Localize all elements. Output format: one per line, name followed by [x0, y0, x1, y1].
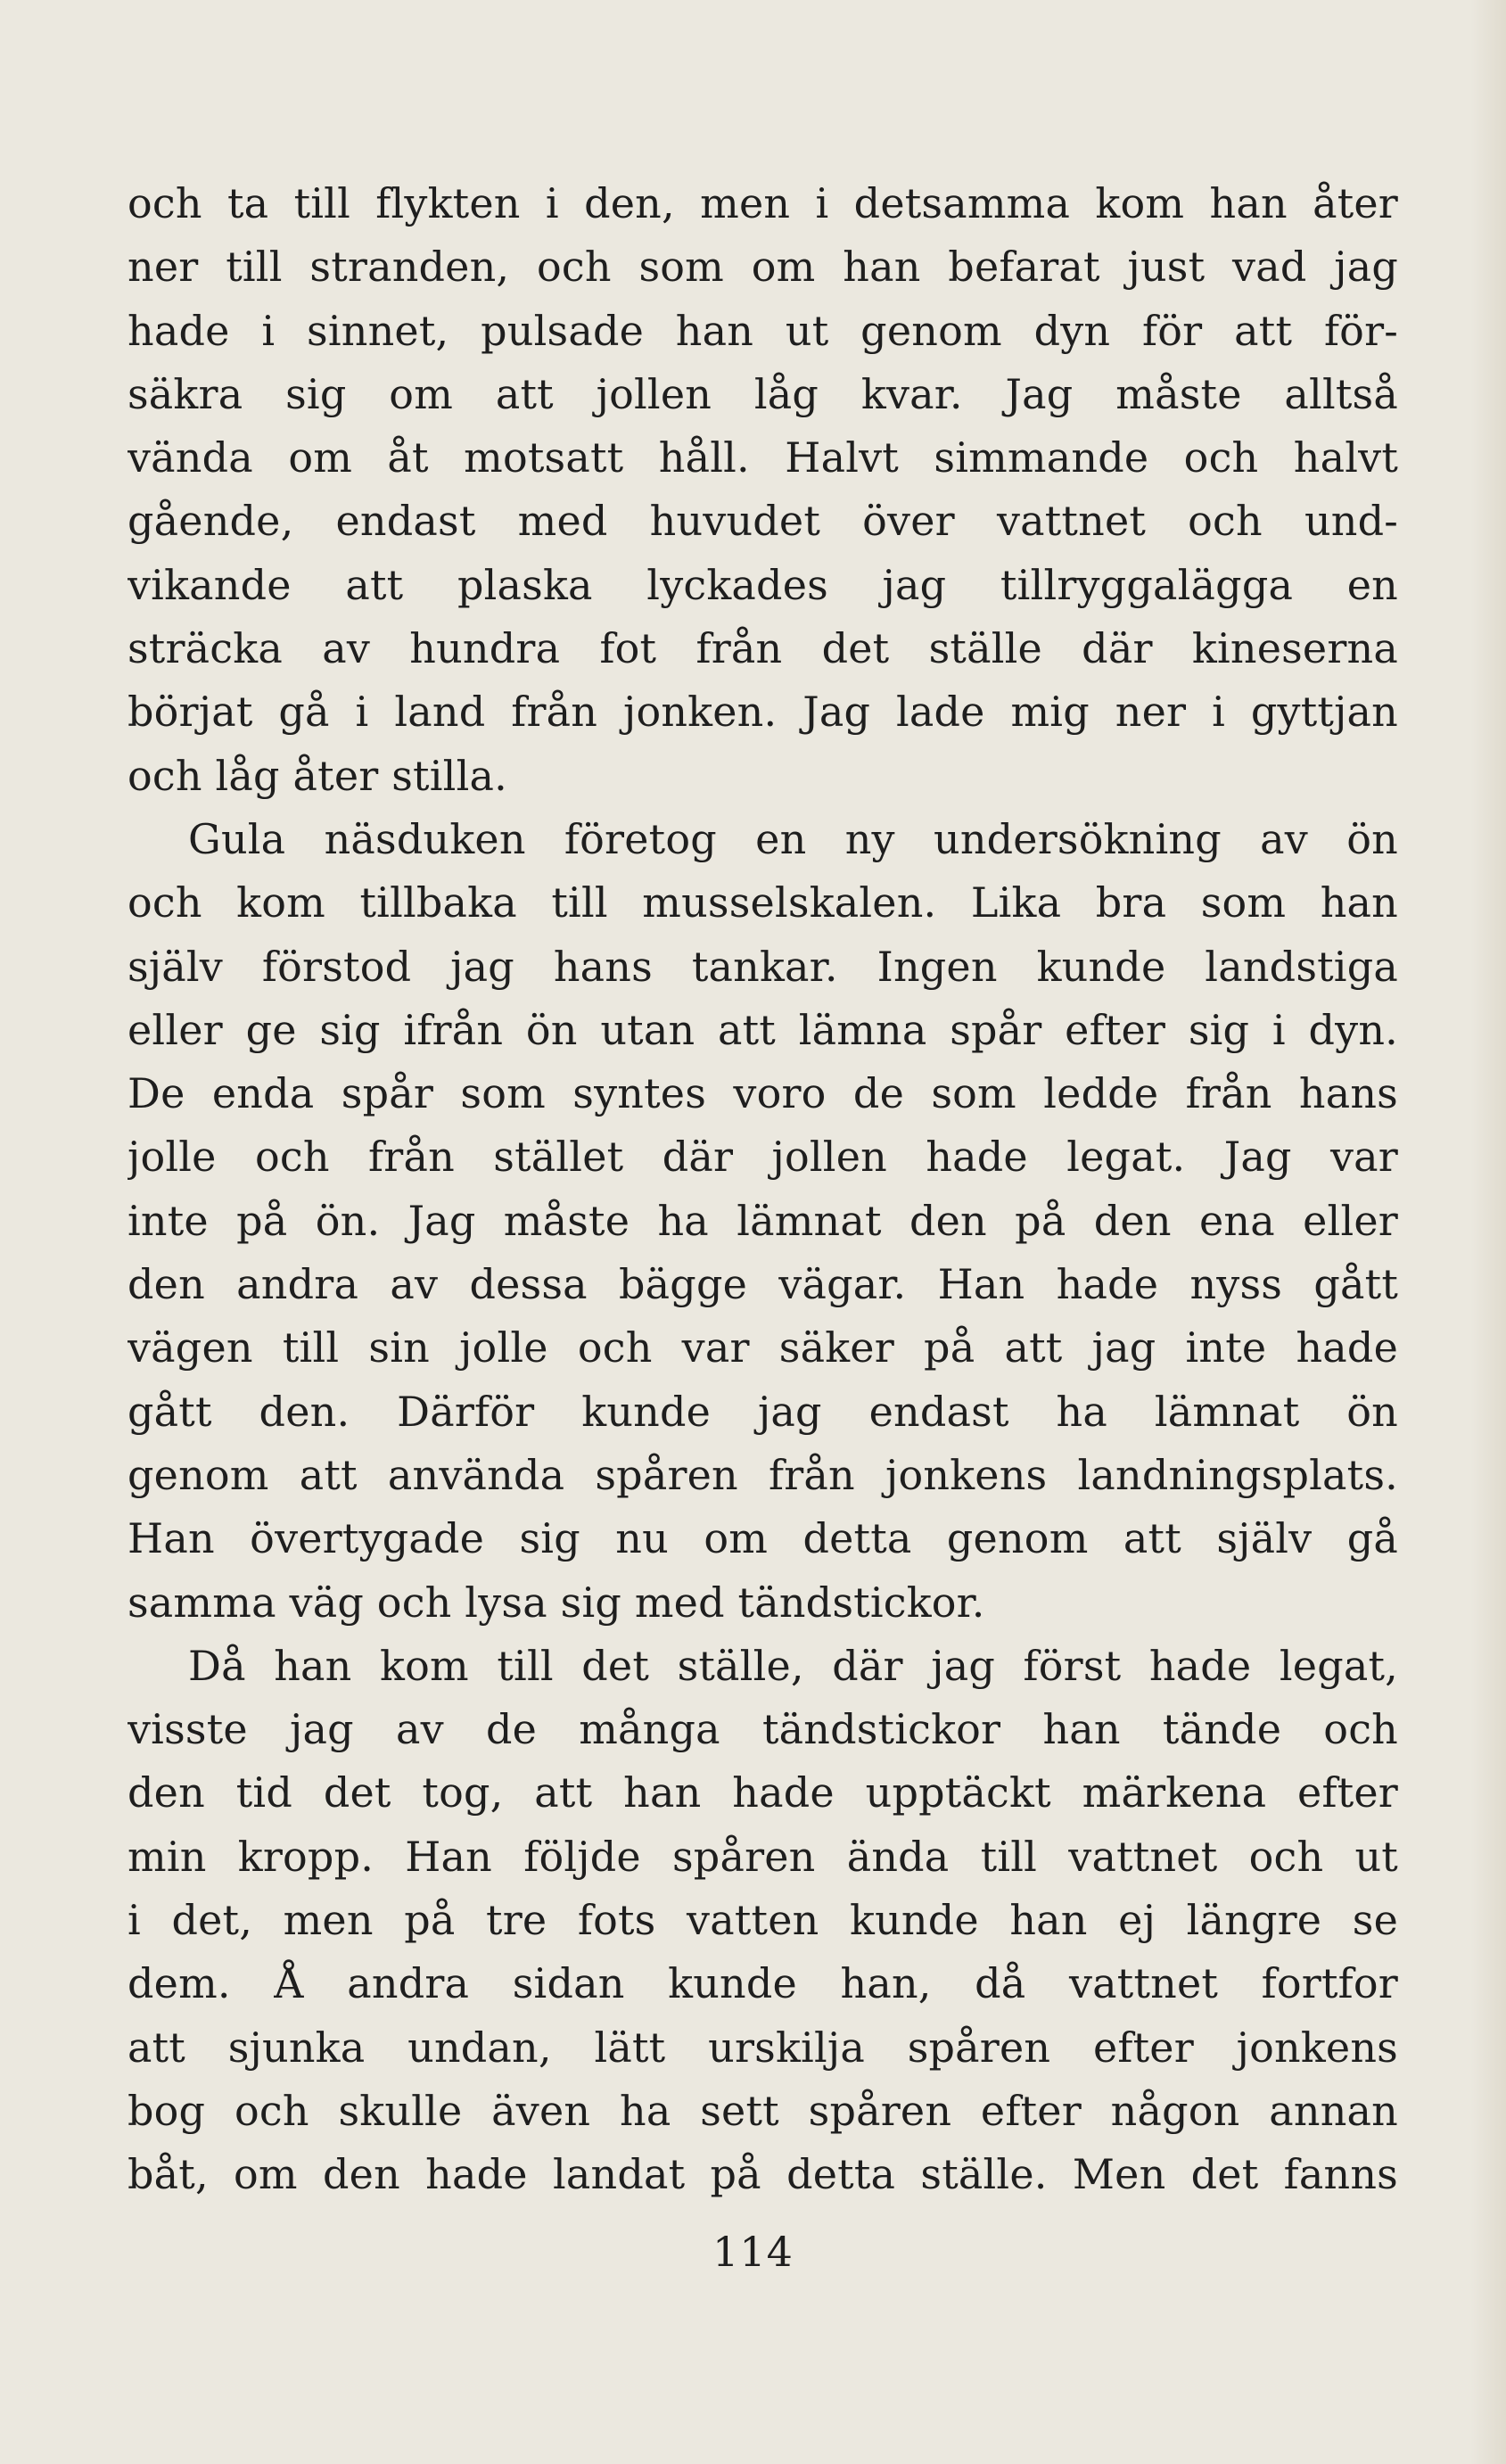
text-line: och ta till flykten i den, men i detsamma kom han åter	[128, 179, 1398, 227]
text-line: bog och skulle även ha sett spåren efter någon annan	[128, 2086, 1398, 2135]
text-line: Då han kom till det ställe, där jag först hade legat,	[188, 1641, 1398, 1690]
text-line: den tid det tog, att han hade upptäckt märkena efter	[128, 1768, 1398, 1817]
text-line: vikande att plaska lyckades jag tillryggalägga en	[128, 560, 1398, 609]
text-line: gått den. Därför kunde jag endast ha lämnat ön	[128, 1387, 1398, 1436]
text-line: Han övertygade sig nu om detta genom att själv gå	[128, 1514, 1398, 1563]
text-line: gående, endast med huvudet över vattnet och und-	[128, 497, 1398, 546]
page-number: 114	[712, 2228, 794, 2276]
text-line: båt, om den hade landat på detta ställe. Men det fanns	[128, 2150, 1398, 2199]
text-line: sträcka av hundra fot från det ställe där kineserna	[128, 624, 1398, 673]
text-line: i det, men på tre fots vatten kunde han ej längre se	[128, 1896, 1398, 1945]
text-line: säkra sig om att jollen låg kvar. Jag måste alltså	[128, 369, 1398, 418]
text-line: vända om åt motsatt håll. Halvt simmande och halvt	[128, 433, 1398, 482]
text-line: börjat gå i land från jonken. Jag lade mig ner i gyttjan	[128, 688, 1398, 737]
text-line: De enda spår som syntes voro de som ledde från hans	[128, 1069, 1398, 1118]
text-line: genom att använda spåren från jonkens landningsplats.	[128, 1450, 1398, 1499]
text-line: och kom tillbaka till musselskalen. Lika bra som han	[128, 878, 1398, 927]
text-line: jolle och från stället där jollen hade legat. Jag var	[128, 1133, 1398, 1182]
text-line: Gula näsduken företog en ny undersökning av ön	[188, 814, 1398, 863]
text-line: visste jag av de många tändstickor han tände och	[128, 1705, 1398, 1754]
text-line: hade i sinnet, pulsade han ut genom dyn för att för-	[128, 306, 1398, 355]
text-line: inte på ön. Jag måste ha lämnat den på den ena eller	[128, 1196, 1398, 1245]
body-text	[128, 172, 1398, 2207]
text-line: dem. Å andra sidan kunde han, då vattnet fortfor	[128, 1959, 1398, 2008]
text-line: att sjunka undan, lätt urskilja spåren efter jonkens	[128, 2023, 1398, 2072]
text-line: själv förstod jag hans tankar. Ingen kunde landstiga	[128, 942, 1398, 991]
text-line: samma väg och lysa sig med tändstickor.	[128, 1578, 985, 1627]
text-line: vägen till sin jolle och var säker på att jag inte hade	[128, 1323, 1398, 1372]
page-edge-shadow	[1470, 0, 1506, 2464]
text-line: ner till stranden, och som om han befarat just vad jag	[128, 243, 1398, 292]
text-line: den andra av dessa bägge vägar. Han hade nyss gått	[128, 1260, 1398, 1309]
text-line: och låg åter stilla.	[128, 751, 507, 800]
text-line: eller ge sig ifrån ön utan att lämna spår efter sig i dyn.	[128, 1005, 1398, 1054]
text-line: min kropp. Han följde spåren ända till vattnet och ut	[128, 1832, 1398, 1881]
